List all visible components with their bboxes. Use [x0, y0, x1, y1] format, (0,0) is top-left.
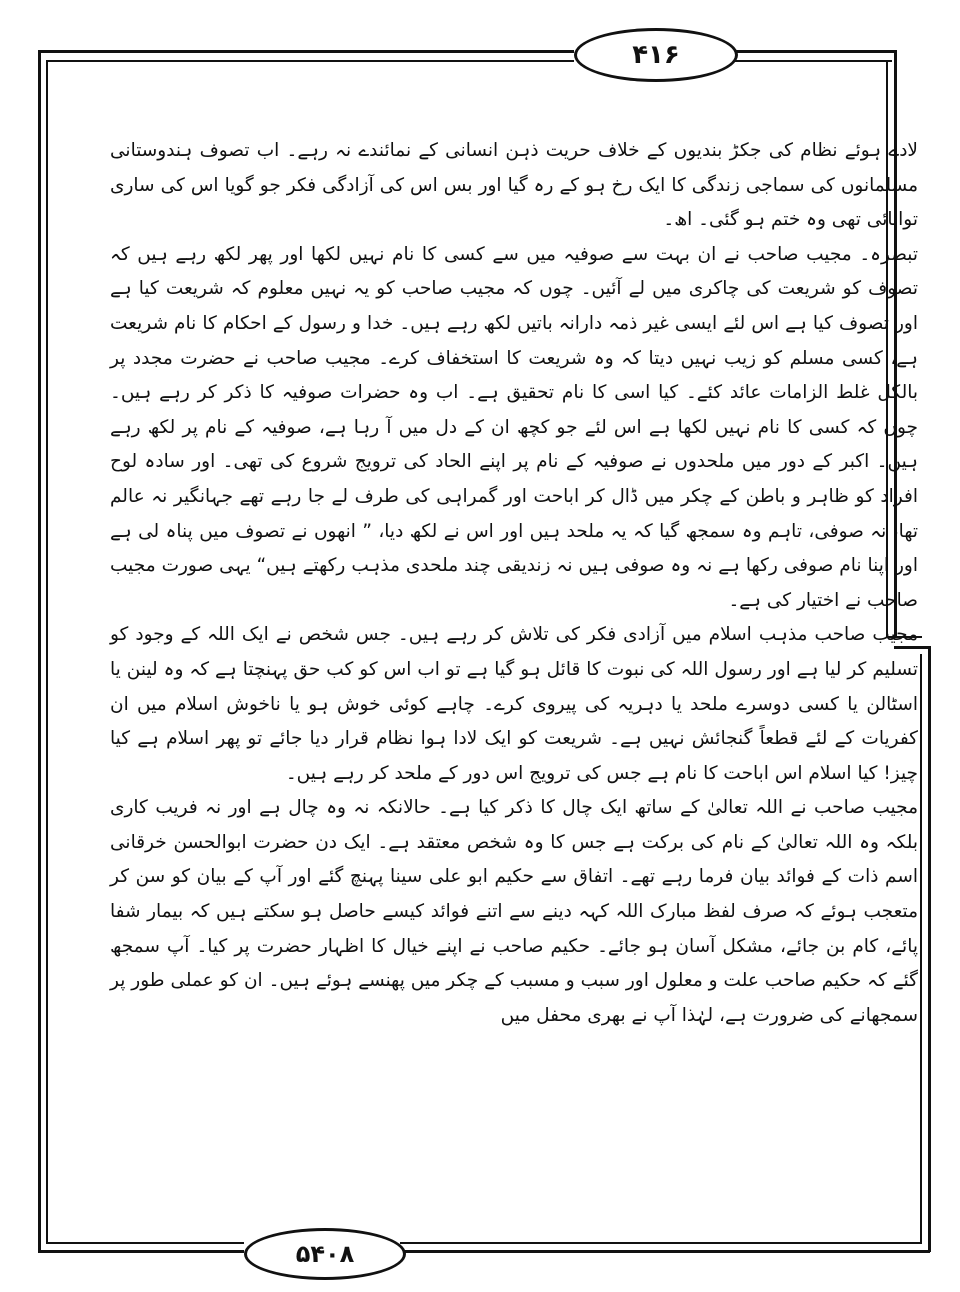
frame-bottom-left	[38, 1250, 244, 1253]
frame-top-right-inner	[732, 60, 892, 62]
paragraph-4: مجیب صاحب نے اللہ تعالیٰ کے ساتھ ایک چال کا ذکر کیا ہے۔ حالانکہ نہ وہ چال ہے اور نہ فریب کاری بلکہ وہ اللہ تعالیٰ کے نام کی برکت ہے جس کا وہ شخص معتقد ہے۔ ایک دن حضرت ابوالحسن خرقانی اسم ذات کے فوائد بیان فرما رہے تھے۔ اتفاق سے حکیم ابو علی سینا پہنچ گئے اور آپ کے بیان کو سن کر متعجب ہوئے کہ صرف لفظ مبارک اللہ کہہ دینے سے اتنے فوائد کیسے حاصل ہو سکتے ہیں کہ بیمار شفا پائے، کام بن جائے، مشکل آسان ہو جائے۔ حکیم صاحب نے اپنے خیال کا اظہار حضرت پر کیا۔ آپ سمجھ گئے کہ حکیم صاحب علت و معلول اور سبب و مسبب کے چکر میں پھنسے ہوئے ہیں۔ ان کو عملی طور پر سمجھانے کی ضرورت ہے، لہٰذا آپ نے بھری محفل میں	[110, 797, 918, 1026]
paragraph-3: مجیب صاحب مذہب اسلام میں آزادی فکر کی تلاش کر رہے ہیں۔ جس شخص نے ایک اللہ کے وجود کو تسلیم کر لیا ہے اور رسول اللہ کی نبوت کا قائل ہو گیا ہے تو اب اس کو کب حق پہنچتا ہے کہ وہ لینن یا اسٹالن یا کسی دوسرے ملحد یا دہریہ کی پیروی کرے۔ چاہے کوئی خوش ہو یا ناخوش اسلام میں ان کفریات کے لئے قطعاً گنجائش نہیں ہے۔ شریعت کو ایک لادا ہوا نظام قرار دیا جائے تو پھر اسلام ہے کیا چیز! کیا اسلام اس اباحت کا نام ہے جس کی ترویج اس دور کے ملحد کر رہے ہیں۔	[110, 624, 918, 784]
frame-left	[38, 50, 41, 1250]
frame-right-lower-inner	[920, 654, 922, 1244]
top-page-number	[574, 28, 738, 82]
frame-top-left	[38, 50, 574, 53]
bottom-page-number-text: ۵۴۰۸	[295, 1240, 355, 1268]
frame-left-inner	[46, 60, 48, 1242]
paragraph-2: تبصرہ۔ مجیب صاحب نے ان بہت سے صوفیہ میں سے کسی کا نام نہیں لکھا اور پھر لکھ رہے ہیں کہ تصوف کو شریعت کی چاکری میں لے آئیں۔ چوں کہ مجیب صاحب کو یہ نہیں معلوم کہ شریعت کیا ہے اور تصوف کیا ہے اس لئے ایسی غیر ذمہ دارانہ باتیں لکھ رہے ہیں۔ خدا و رسول کے احکام کا نام شریعت ہے، کسی مسلم کو زیب نہیں دیتا کہ وہ شریعت کا استخفاف کرے۔ مجیب صاحب نے حضرت مجدد پر بالکل غلط الزامات عائد کئے۔ کیا اسی کا نام تحقیق ہے۔ اب وہ حضرات صوفیہ کا ذکر کر رہے ہیں۔ چوں کہ کسی کا نام نہیں لکھا ہے اس لئے جو کچھ ان کے دل میں آ رہا ہے، صوفیہ کے نام پر لکھ رہے ہیں۔ اکبر کے دور میں ملحدوں نے صوفیہ کے نام پر اپنے الحاد کی ترویج شروع کی تھی۔ اور سادہ لوح افراد کو ظاہر و باطن کے چکر میں ڈال کر اباحت اور گمراہی کی طرف لے جا رہے تھے جہانگیر نہ عالم تھا، نہ صوفی، تاہم وہ سمجھ گیا کہ یہ ملحد ہیں اور اس نے لکھ دیا، ” انھوں نے تصوف میں پناہ لی ہے اور اپنا نام صوفی رکھا ہے نہ وہ صوفی ہیں نہ زندیقی چند ملحدی مذہب رکھتے ہیں“ یہی صورت مجیب صاحب نے اختیار کی ہے۔	[110, 243, 918, 611]
frame-bottom-right-inner	[400, 1242, 922, 1244]
frame-right-lower	[928, 646, 931, 1252]
frame-top-right	[732, 50, 896, 53]
frame-top-left-inner	[46, 60, 574, 62]
frame-bottom-right	[400, 1250, 930, 1253]
frame-bottom-left-inner	[46, 1242, 244, 1244]
main-text	[110, 134, 918, 1033]
bottom-page-number	[244, 1228, 406, 1280]
paragraph-1: لادے ہوئے نظام کی جکڑ بندیوں کے خلاف حریت ذہن انسانی کے نمائندے نہ رہے۔ اب تصوف ہندوستانی مسلمانوں کی سماجی زندگی کا ایک رخ ہو کے رہ گیا اور بس اس کی آزادگی فکر جو گویا اس کی ساری توانائی تھی وہ ختم ہو گئی۔ اھ۔	[110, 140, 918, 231]
top-page-number-text: ۴۱۶	[632, 40, 680, 70]
